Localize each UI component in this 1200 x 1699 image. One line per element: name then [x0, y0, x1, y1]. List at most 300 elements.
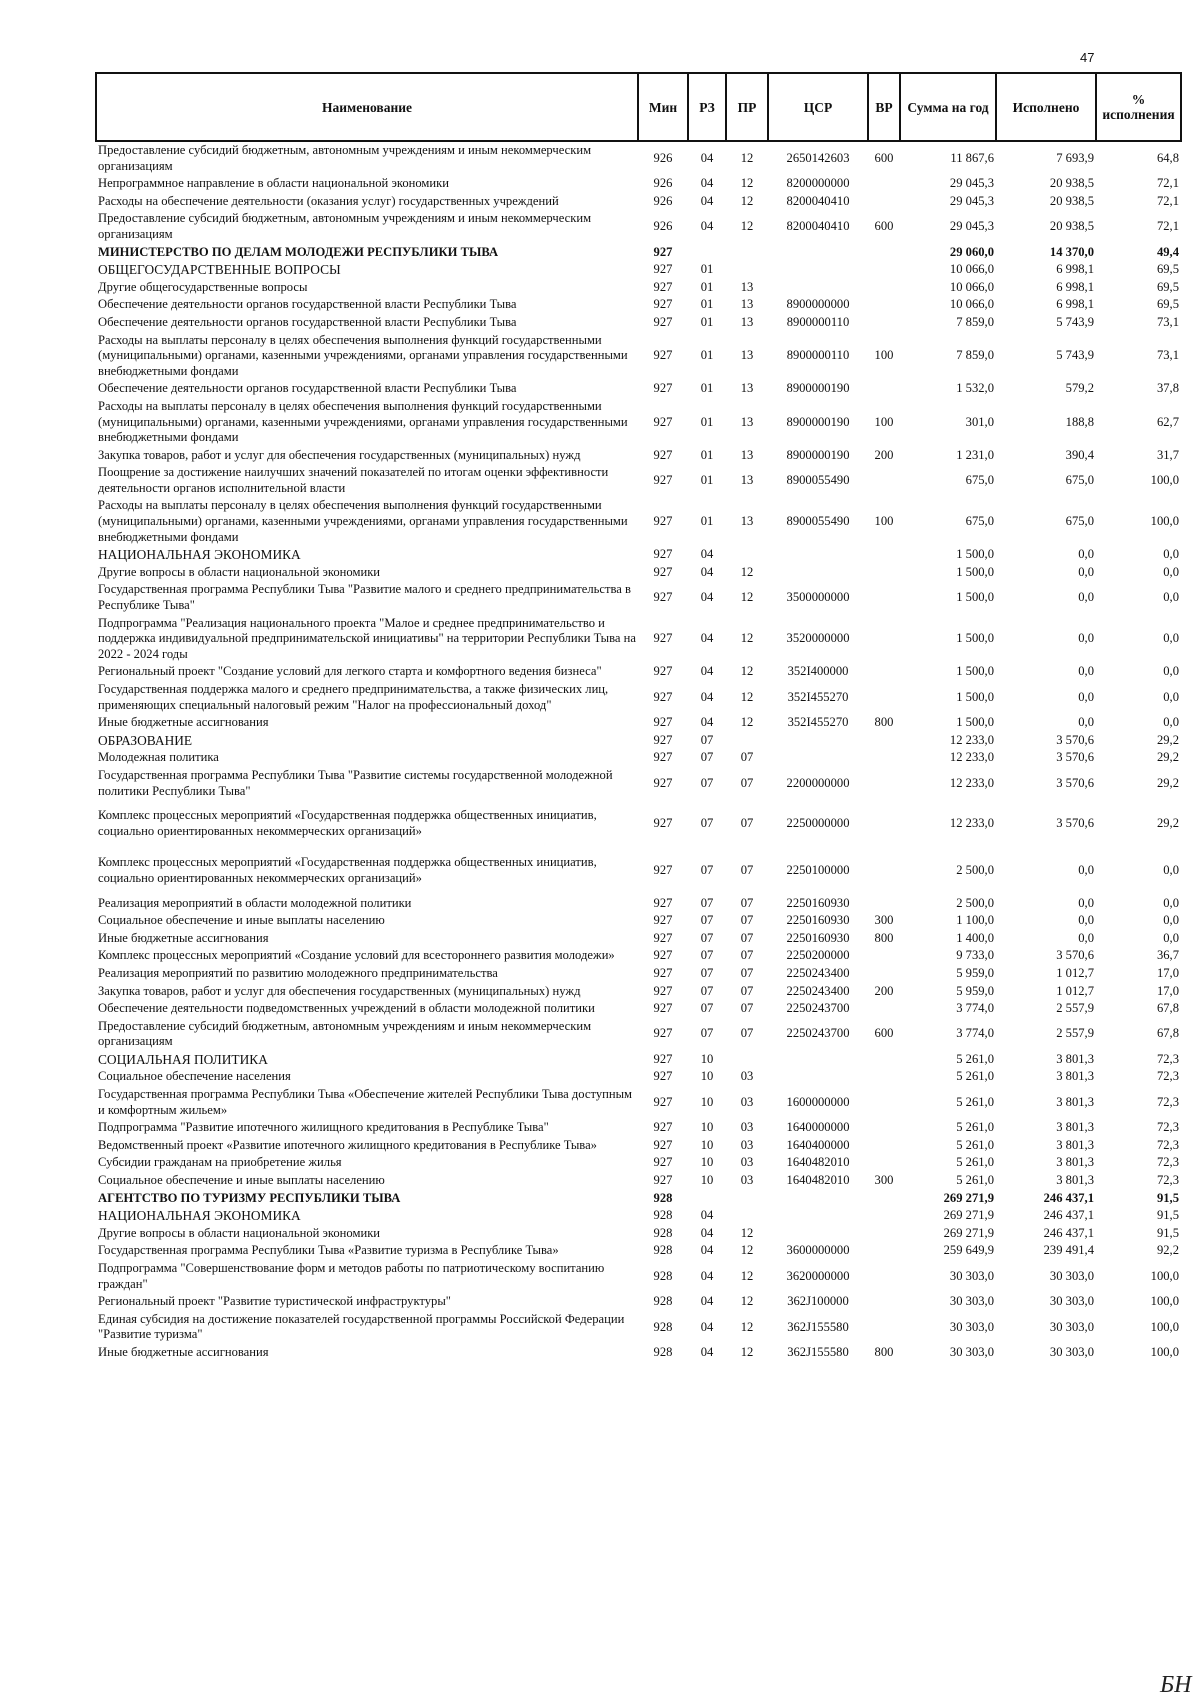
table-row [96, 464, 1181, 497]
cell-pr: 03 [740, 1155, 754, 1170]
cell-name: АГЕНТСТВО ПО ТУРИЗМУ РЕСПУБЛИКИ ТЫВА [98, 1190, 401, 1205]
cell-min: 927 [653, 473, 673, 488]
table-row [96, 714, 1181, 732]
cell-vr [868, 1137, 900, 1155]
cell-name: Социальное обеспечение и иные выплаты населению [98, 913, 385, 928]
cell-min: 928 [653, 1294, 673, 1309]
cell-pr: 07 [740, 948, 754, 963]
cell-done: 675,0 [1065, 514, 1094, 529]
table-row [96, 1051, 1181, 1069]
table-row [96, 965, 1181, 983]
cell-sum: 30 303,0 [949, 1268, 994, 1283]
cell-pr: 12 [740, 564, 754, 579]
cell-sum: 30 303,0 [949, 1344, 994, 1359]
cell-sum: 29 045,3 [949, 193, 994, 208]
cell-sum: 9 733,0 [956, 948, 994, 963]
table-row [96, 279, 1181, 297]
cell-csr: 8200000000 [786, 176, 850, 191]
cell-name: Социальное обеспечение и иные выплаты населению [98, 1173, 385, 1188]
cell-csr: 362J155580 [787, 1344, 849, 1359]
cell-vr [868, 1311, 900, 1344]
cell-name: Другие вопросы в области национальной экономики [98, 564, 381, 579]
cell-vr [868, 244, 900, 262]
cell-min: 927 [653, 664, 673, 679]
table-row [96, 380, 1181, 398]
cell-pct: 100,0 [1150, 1344, 1179, 1359]
cell-pr: 07 [740, 930, 754, 945]
cell-vr [868, 261, 900, 279]
cell-rz: 04 [700, 590, 714, 605]
cell-done: 3 801,3 [1056, 1094, 1094, 1109]
cell-done: 0,0 [1078, 930, 1094, 945]
cell-csr: 8900055490 [786, 473, 850, 488]
cell-done: 0,0 [1078, 863, 1094, 878]
cell-pr: 12 [740, 176, 754, 191]
cell-pct: 29,2 [1156, 750, 1179, 765]
cell-name: Предоставление субсидий бюджетным, автономным учреждениям и иным некоммерческим организациям [98, 143, 592, 173]
cell-pct: 0,0 [1163, 664, 1179, 679]
table-row [96, 581, 1181, 614]
cell-rz: 01 [700, 279, 714, 294]
cell-pr: 03 [740, 1173, 754, 1188]
cell-name: Непрограммное направление в области национальной экономики [98, 176, 449, 191]
cell-rz: 07 [700, 948, 714, 963]
table-row [96, 497, 1181, 546]
cell-min: 927 [653, 564, 673, 579]
table-row [96, 447, 1181, 465]
cell-rz: 04 [700, 219, 714, 234]
cell-pct: 69,5 [1156, 279, 1179, 294]
cell-vr [868, 681, 900, 714]
table-row [96, 1311, 1181, 1344]
cell-rz: 10 [700, 1120, 714, 1135]
cell-min: 927 [653, 547, 673, 562]
cell-name: Обеспечение деятельности органов государственной власти Республики Тыва [98, 314, 517, 329]
cell-min: 926 [653, 176, 673, 191]
cell-min: 928 [653, 1190, 673, 1205]
cell-sum: 7 859,0 [956, 314, 994, 329]
table-row [96, 1068, 1181, 1086]
cell-done: 3 570,6 [1056, 750, 1094, 765]
cell-pr: 13 [740, 381, 754, 396]
cell-pct: 0,0 [1163, 590, 1179, 605]
cell-pct: 36,7 [1156, 948, 1179, 963]
cell-name: Закупка товаров, работ и услуг для обеспечения государственных (муниципальных) нужд [98, 447, 581, 462]
cell-sum: 269 271,9 [943, 1208, 994, 1223]
cell-vr [868, 947, 900, 965]
cell-vr [868, 581, 900, 614]
cell-csr: 8200040410 [786, 219, 850, 234]
cell-csr: 8900000110 [786, 314, 850, 329]
cell-pr [726, 1207, 768, 1225]
cell-pr [726, 244, 768, 262]
cell-csr: 2250243700 [786, 1001, 850, 1016]
cell-min: 927 [653, 1120, 673, 1135]
cell-pct: 91,5 [1156, 1190, 1179, 1205]
cell-vr: 100 [874, 414, 894, 429]
cell-min: 927 [653, 279, 673, 294]
cell-sum: 1 100,0 [956, 913, 994, 928]
cell-csr: 2250243400 [786, 965, 850, 980]
cell-pr: 13 [740, 473, 754, 488]
cell-min: 928 [653, 1208, 673, 1223]
cell-min: 927 [653, 262, 673, 277]
cell-done: 7 693,9 [1056, 150, 1094, 165]
cell-rz: 04 [700, 150, 714, 165]
cell-pct: 72,3 [1156, 1094, 1179, 1109]
cell-csr: 2250100000 [786, 863, 850, 878]
cell-done: 0,0 [1078, 590, 1094, 605]
cell-csr [768, 546, 868, 564]
cell-min: 927 [653, 913, 673, 928]
cell-name: Другие вопросы в области национальной экономики [98, 1225, 381, 1240]
cell-done: 3 570,6 [1056, 775, 1094, 790]
cell-rz: 10 [700, 1051, 714, 1066]
cell-vr [868, 1190, 900, 1208]
cell-min: 927 [653, 631, 673, 646]
cell-done: 0,0 [1078, 689, 1094, 704]
cell-vr: 300 [874, 913, 894, 928]
cell-vr [868, 296, 900, 314]
cell-rz: 07 [700, 930, 714, 945]
cell-vr [868, 663, 900, 681]
cell-csr: 8900000000 [786, 297, 850, 312]
cell-rz: 04 [700, 1268, 714, 1283]
cell-pr: 13 [740, 414, 754, 429]
cell-pr: 12 [740, 689, 754, 704]
cell-name: Расходы на выплаты персоналу в целях обеспечения выполнения функций государственными (муниципальными) органами, казенными учреждениями, органами управления государственными внебюджетными фондами [98, 498, 628, 544]
cell-vr: 600 [874, 150, 894, 165]
cell-pct: 72,3 [1156, 1069, 1179, 1084]
cell-name: Комплекс процессных мероприятий «Государственная поддержка общественных инициатив, социально ориентированных некоммерческих организаций» [98, 808, 597, 838]
cell-csr: 362J155580 [787, 1319, 849, 1334]
cell-rz: 04 [700, 176, 714, 191]
cell-csr: 2250243400 [786, 983, 850, 998]
cell-rz: 07 [700, 983, 714, 998]
cell-csr: 2250160930 [786, 913, 850, 928]
cell-pr: 13 [740, 279, 754, 294]
cell-vr [868, 464, 900, 497]
cell-csr: 1640400000 [786, 1137, 850, 1152]
page-number: 47 [1080, 50, 1095, 65]
cell-min: 927 [653, 244, 673, 259]
table-row [96, 398, 1181, 447]
cell-rz: 07 [700, 732, 714, 747]
cell-name: Предоставление субсидий бюджетным, автономным учреждениям и иным некоммерческим организациям [98, 211, 592, 241]
cell-rz: 01 [700, 473, 714, 488]
cell-min: 927 [653, 775, 673, 790]
cell-name: НАЦИОНАЛЬНАЯ ЭКОНОМИКА [98, 547, 301, 563]
cell-csr [768, 244, 868, 262]
cell-rz: 07 [700, 775, 714, 790]
table-row [96, 1018, 1181, 1051]
cell-csr: 2200000000 [786, 775, 850, 790]
cell-min: 927 [653, 863, 673, 878]
cell-rz: 04 [700, 547, 714, 562]
table-row [96, 1225, 1181, 1243]
cell-vr [868, 1086, 900, 1119]
cell-name: Подпрограмма "Реализация национального проекта "Малое и среднее предпринимательство и поддержка индивидуальной предпринимательской инициативы" на территории Республики Тыва на 2022 - 2024 годы [98, 615, 636, 661]
cell-csr: 3520000000 [786, 631, 850, 646]
cell-done: 30 303,0 [1049, 1344, 1094, 1359]
cell-pr: 13 [740, 447, 754, 462]
cell-min: 927 [653, 1026, 673, 1041]
cell-name: Иные бюджетные ассигнования [98, 715, 269, 730]
cell-vr [868, 314, 900, 332]
cell-pr: 12 [740, 631, 754, 646]
cell-min: 927 [653, 1094, 673, 1109]
cell-name: Расходы на выплаты персоналу в целях обеспечения выполнения функций государственными (муниципальными) органами, казенными учреждениями, органами управления государственными внебюджетными фондами [98, 398, 628, 445]
cell-done: 5 743,9 [1056, 348, 1094, 363]
cell-vr [868, 1154, 900, 1172]
cell-min: 928 [653, 1319, 673, 1334]
cell-sum: 5 261,0 [956, 1094, 994, 1109]
cell-csr: 8900000190 [786, 447, 850, 462]
table-row [96, 663, 1181, 681]
cell-min: 927 [653, 348, 673, 363]
cell-rz: 04 [700, 631, 714, 646]
cell-vr [868, 800, 900, 847]
table-body [96, 141, 1181, 1362]
cell-rz: 07 [700, 1026, 714, 1041]
cell-name: Расходы на выплаты персоналу в целях обеспечения выполнения функций государственными (муниципальными) органами, казенными учреждениями, органами управления государственными внебюджетными фондами [98, 332, 628, 378]
cell-pr: 07 [740, 863, 754, 878]
cell-sum: 30 303,0 [949, 1294, 994, 1309]
cell-pct: 91,5 [1156, 1208, 1179, 1223]
table-row [96, 1000, 1181, 1018]
table-row [96, 1242, 1181, 1260]
cell-min: 927 [653, 1001, 673, 1016]
cell-rz: 04 [700, 1319, 714, 1334]
cell-done: 6 998,1 [1056, 262, 1094, 277]
cell-rz: 10 [700, 1155, 714, 1170]
table-row [96, 847, 1181, 894]
cell-csr: 8900000190 [786, 381, 850, 396]
cell-rz: 07 [700, 895, 714, 910]
cell-rz: 01 [700, 447, 714, 462]
cell-sum: 10 066,0 [949, 262, 994, 277]
cell-vr [868, 1293, 900, 1311]
cell-pr: 12 [740, 193, 754, 208]
cell-rz: 01 [700, 297, 714, 312]
table-row [96, 1293, 1181, 1311]
cell-csr [768, 1207, 868, 1225]
cell-vr [868, 895, 900, 913]
cell-done: 6 998,1 [1056, 297, 1094, 312]
cell-done: 246 437,1 [1043, 1225, 1094, 1240]
cell-pr: 12 [740, 715, 754, 730]
cell-vr: 800 [874, 930, 894, 945]
cell-csr: 2650142603 [786, 150, 850, 165]
cell-name: Единая субсидия на достижение показателей государственной программы Российской Федерации "Развитие туризма" [98, 1311, 625, 1342]
cell-pct: 29,2 [1156, 815, 1179, 830]
cell-rz: 07 [700, 863, 714, 878]
cell-vr [868, 749, 900, 767]
cell-sum: 5 959,0 [956, 965, 994, 980]
cell-sum: 5 261,0 [956, 1173, 994, 1188]
table-row [96, 1119, 1181, 1137]
table-row [96, 912, 1181, 930]
cell-min: 927 [653, 1137, 673, 1152]
cell-min: 927 [653, 965, 673, 980]
cell-pct: 0,0 [1163, 913, 1179, 928]
cell-done: 0,0 [1078, 913, 1094, 928]
cell-done: 20 938,5 [1049, 193, 1094, 208]
header-row [96, 73, 1181, 141]
cell-pr: 12 [740, 1319, 754, 1334]
cell-csr [768, 1190, 868, 1208]
cell-sum: 675,0 [965, 514, 994, 529]
cell-pr: 13 [740, 297, 754, 312]
cell-pr [726, 261, 768, 279]
cell-sum: 5 261,0 [956, 1137, 994, 1152]
cell-vr [868, 1207, 900, 1225]
table-row [96, 615, 1181, 664]
cell-vr [868, 546, 900, 564]
table-row [96, 732, 1181, 750]
cell-vr [868, 1000, 900, 1018]
cell-rz: 04 [700, 715, 714, 730]
cell-done: 3 801,3 [1056, 1173, 1094, 1188]
cell-done: 246 437,1 [1043, 1208, 1094, 1223]
cell-pr: 07 [740, 815, 754, 830]
cell-vr [868, 175, 900, 193]
cell-csr: 2250160930 [786, 930, 850, 945]
cell-sum: 12 233,0 [949, 775, 994, 790]
cell-pct: 0,0 [1163, 631, 1179, 646]
table-row [96, 1207, 1181, 1225]
cell-vr: 200 [874, 983, 894, 998]
cell-sum: 3 774,0 [956, 1001, 994, 1016]
cell-done: 30 303,0 [1049, 1319, 1094, 1334]
cell-pct: 73,1 [1156, 348, 1179, 363]
table-row [96, 1260, 1181, 1293]
cell-done: 3 801,3 [1056, 1120, 1094, 1135]
cell-min: 926 [653, 193, 673, 208]
header-rz: РЗ [688, 73, 726, 141]
cell-pr: 12 [740, 1294, 754, 1309]
cell-name: Ведомственный проект «Развитие ипотечного жилищного кредитования в Республике Тыва» [98, 1137, 597, 1152]
cell-pct: 100,0 [1150, 1294, 1179, 1309]
cell-vr [868, 1225, 900, 1243]
table-row [96, 193, 1181, 211]
cell-sum: 11 867,6 [950, 150, 994, 165]
header-name: Наименование [96, 73, 638, 141]
cell-vr: 100 [874, 514, 894, 529]
cell-min: 928 [653, 1243, 673, 1258]
cell-name: Подпрограмма "Развитие ипотечного жилищного кредитования в Республике Тыва" [98, 1120, 549, 1135]
cell-sum: 29 060,0 [949, 244, 994, 259]
cell-csr: 1640482010 [786, 1155, 850, 1170]
cell-sum: 1 500,0 [956, 547, 994, 562]
cell-sum: 29 045,3 [949, 219, 994, 234]
cell-rz: 04 [700, 689, 714, 704]
cell-vr [868, 1242, 900, 1260]
cell-sum: 5 261,0 [956, 1155, 994, 1170]
cell-pct: 72,1 [1156, 176, 1179, 191]
cell-csr [768, 279, 868, 297]
cell-sum: 301,0 [965, 414, 994, 429]
cell-pct: 72,3 [1156, 1173, 1179, 1188]
table-row [96, 930, 1181, 948]
cell-pr: 07 [740, 983, 754, 998]
table-row [96, 314, 1181, 332]
cell-done: 3 801,3 [1056, 1051, 1094, 1066]
cell-rz: 10 [700, 1069, 714, 1084]
cell-rz [688, 1190, 726, 1208]
cell-pct: 72,3 [1156, 1137, 1179, 1152]
cell-min: 927 [653, 930, 673, 945]
cell-csr: 352I455270 [787, 689, 849, 704]
cell-pct: 72,3 [1156, 1120, 1179, 1135]
cell-pct: 0,0 [1163, 930, 1179, 945]
cell-pct: 100,0 [1150, 473, 1179, 488]
cell-name: Государственная программа Республики Тыва «Развитие туризма в Республике Тыва» [98, 1243, 559, 1258]
cell-sum: 1 400,0 [956, 930, 994, 945]
cell-pr: 07 [740, 750, 754, 765]
cell-sum: 1 500,0 [956, 664, 994, 679]
cell-sum: 1 500,0 [956, 715, 994, 730]
cell-name: Обеспечение деятельности органов государственной власти Республики Тыва [98, 381, 517, 396]
cell-pr: 13 [740, 314, 754, 329]
cell-pct: 92,2 [1156, 1243, 1179, 1258]
cell-min: 927 [653, 732, 673, 747]
cell-name: Реализация мероприятий по развитию молодежного предпринимательства [98, 965, 498, 980]
cell-csr: 1600000000 [786, 1094, 850, 1109]
cell-csr: 1640482010 [786, 1173, 850, 1188]
cell-csr: 3620000000 [786, 1268, 850, 1283]
cell-pr: 12 [740, 1225, 754, 1240]
cell-min: 927 [653, 314, 673, 329]
cell-rz: 04 [700, 564, 714, 579]
cell-vr: 800 [874, 1344, 894, 1359]
table-row [96, 332, 1181, 381]
cell-rz: 04 [700, 664, 714, 679]
cell-rz: 01 [700, 262, 714, 277]
cell-pct: 100,0 [1150, 1319, 1179, 1334]
table-row [96, 1344, 1181, 1362]
cell-done: 30 303,0 [1049, 1268, 1094, 1283]
cell-min: 927 [653, 414, 673, 429]
cell-sum: 10 066,0 [949, 279, 994, 294]
cell-done: 3 570,6 [1056, 948, 1094, 963]
cell-csr [768, 261, 868, 279]
cell-pr: 03 [740, 1094, 754, 1109]
cell-vr [868, 767, 900, 800]
cell-name: Государственная поддержка малого и среднего предпринимательства, а также физических лиц, применяющих специальный налоговый режим "Налог на профессиональный доход" [98, 682, 609, 712]
cell-pr: 12 [740, 150, 754, 165]
cell-csr: 352I455270 [787, 715, 849, 730]
cell-pct: 72,1 [1156, 193, 1179, 208]
cell-sum: 269 271,9 [943, 1190, 994, 1205]
cell-rz: 04 [700, 1344, 714, 1359]
cell-sum: 5 959,0 [956, 983, 994, 998]
cell-name: Комплекс процессных мероприятий «Создание условий для всестороннего развития молодежи» [98, 948, 615, 963]
cell-pr [726, 1190, 768, 1208]
cell-name: СОЦИАЛЬНАЯ ПОЛИТИКА [98, 1051, 268, 1067]
cell-csr: 1640000000 [786, 1120, 850, 1135]
cell-min: 927 [653, 447, 673, 462]
cell-name: Молодежная политика [98, 750, 219, 765]
cell-pr [726, 546, 768, 564]
cell-vr [868, 732, 900, 750]
cell-done: 2 557,9 [1056, 1001, 1094, 1016]
cell-done: 0,0 [1078, 895, 1094, 910]
cell-vr: 600 [874, 219, 894, 234]
cell-pr: 03 [740, 1069, 754, 1084]
cell-pct: 17,0 [1156, 965, 1179, 980]
cell-min: 927 [653, 1173, 673, 1188]
